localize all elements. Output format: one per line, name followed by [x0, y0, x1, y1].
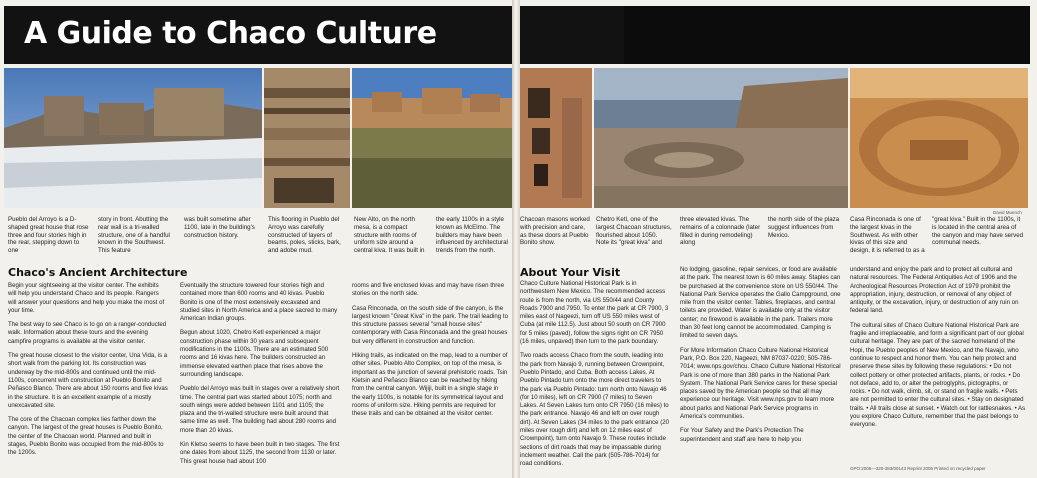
- caption-3: was built sometime after 1100, late in the building's construction history.: [184, 216, 255, 239]
- photo-doorways: [518, 68, 592, 208]
- caption-5: New Alto, on the north mesa, is a compact structure with rooms of uniform size around a central kiva. It was built in: [354, 216, 425, 255]
- paragraph: The great house closest to the visitor center, Una Vida, is a short walk from the parking lot. Its construction was underway by the mid-800s and continued until the mid-1100s, concurrent with construction at Pueblo Bonito and Peñasco Blanco. There are about 150 rooms and five kivas in the structure. It is an excellent example of a mostly unexcavated site.: [8, 352, 168, 409]
- paragraph: No lodging, gasoline, repair services, or food are available at the park. The nearest town is 60 miles away. Staples can be purchased at the convenience store on US 550/44. The National Park Service operates the Gallo Campground, one mile from the visitor center. Tables, fireplaces, and central toilets are provided. Water is available only at the visitor center; no firewood is available in the park. Trailers more than 30 feet long cannot be accommodated. Camping is limited to seven days.: [680, 266, 841, 340]
- banner-right: [624, 6, 1030, 64]
- paragraph: Eventually the structure towered four stories high and contained more than 600 rooms and 40 kivas. Pueblo Bonito is one of the most extensively excavated and studied sites in North America and a place sacred to many American Indian groups.: [180, 282, 338, 323]
- architecture-col-2: [180, 282, 340, 472]
- caption-12: "great kiva." Built in the 1100s, it is located in the central area of the canyon and may have served communal needs.: [932, 216, 1024, 247]
- paragraph: Chaco Culture National Historical Park is in northwestern New Mexico. The recommended access route is from the north, via US 550/44 and County Roads 7900 and 7950. To enter the park at CR 7900, 3 miles east of Nageezi, turn off US 550 miles west of Cuba (at mile 112.5). Just about 50 south on CR 7900 for 5 miles (paved), follow the signs right on CR 7950 (16 miles, unpaved) then turn to the park boundary.: [520, 280, 669, 346]
- caption-9: three elevated kivas. The remains of a colonnade (later filled in during remodeling) along: [680, 216, 761, 247]
- visit-col-3: [850, 266, 1026, 436]
- paragraph: understand and enjoy the park and to protect all cultural and natural resources. The Federal Antiquities Act of 1906 and the Archeological Resources Protection Act of 1979 prohibit the appropriation, injury, destruction, or removal of any object of antiquity, or the excavation, injury, or destruction of any ruin on federal land.: [850, 266, 1019, 315]
- page-fold: [512, 0, 520, 478]
- paragraph: The cultural sites of Chaco Culture National Historical Park are fragile and irreplaceable, and form a significant part of our global cultural heritage. They are part of the sacred homeland of the Hopi, the Pueblo peoples of New Mexico, and the Navajo, who continue to respect and honor them. You can help protect and preserve these sites by following these regulations: • Do not collect pottery or other protected artifacts, plants, or rocks. • Do not deface, add to, or alter the petroglyphs, pictographs, or rocks. • Do not walk, climb, sit, or stand on fragile walls. • Pets are not permitted to enter the cultural sites. • Stay on designated trails. • All trails close at sunset. • Watch out for rattlesnakes. • As you explore Chaco Culture, remember that the past belongs to everyone.: [850, 321, 1026, 429]
- paragraph: For Your Safety and the Park's Protection The superintendent and staff are here to help you: [680, 427, 804, 443]
- architecture-col-3: [352, 282, 508, 424]
- caption-1: Pueblo del Arroyo is a D-shaped great house that rose three and four stories high in the rear, stepping down to one: [8, 216, 89, 255]
- print-footer: GPO:2006—320-383/00143 Reprint 2006 Printed on recycled paper: [850, 466, 986, 471]
- paragraph: Casa Rinconada, on the south side of the canyon, is the largest known "Great Kiva" in the park. The trail leading to this structure passes several "small house sites" contemporary with Casa Rinconada and the great houses but very different in construction and function.: [352, 304, 508, 345]
- caption-10: the north side of the plaza suggest influences from Mexico.: [768, 216, 840, 239]
- visit-col-2: [680, 266, 842, 450]
- photo-credit: David Muench: [993, 210, 1022, 215]
- photo-pueblo-del-arroyo: [4, 68, 262, 208]
- paragraph: Begin your sightseeing at the visitor center. The exhibits will help you understand Chaco and its people. Rangers will answer your questions and help you make the most of your time.: [8, 282, 165, 314]
- page-title: A Guide to Chaco Culture: [24, 16, 437, 51]
- paragraph: Kin Kletso seems to have been built in two stages. The first one dates from about 1125, the second from 1130 or later. This great house had about 100: [180, 441, 340, 465]
- caption-8: Chetro Ketl, one of the largest Chacoan structures, flourished about 1050. Note its "great kiva" and: [596, 216, 672, 247]
- paragraph: The core of the Chacoan complex lies farther down the canyon. The largest of the great houses is Pueblo Bonito, the center of the Chacoan world. Planned and built in stages, Pueblo Bonito was occupied from the mid-800s to the 1200s.: [8, 416, 164, 457]
- visit-col-1: [520, 280, 670, 475]
- section-heading-visit: About Your Visit: [520, 266, 621, 279]
- caption-2: story in front. Abutting the rear wall is a tri-walled structure, one of a handful known in the Southwest. This feature: [98, 216, 170, 255]
- architecture-col-1: [8, 282, 168, 464]
- caption-6: the early 1100s in a style known as McElmo. The builders may have been influenced by architectural trends from the north.: [436, 216, 508, 255]
- photo-chetro-ketl: [594, 68, 848, 208]
- photo-casa-rinconada: [850, 68, 1028, 208]
- photo-new-alto: [352, 68, 514, 208]
- photo-flooring: [264, 68, 350, 208]
- paragraph: Two roads access Chaco from the south, leading into the park from Navajo 9, running between Crownpoint, Pueblo Pintado, and Cuba. Both access Lakes. At Pueblo Pintado turn onto the more direct travelers to the park via Pueblo Pintado: turn north onto Navajo 46 (for 10 miles), left on CR 7900 (7 miles) to Seven Lakes. At Seven Lakes turn onto CR 7950 (16 miles) to the park entrance. Navajo 46 and left on over rough dirt). At Seven Lakes (34 miles to the park entrance (20 miles over rough dirt) and left on 12 miles east of Crownpoint), turn onto Navajo 9. These routes include sections of dirt roads that may be impassable during inclement weather. Call the park (505-786-7014) for road conditions.: [520, 352, 670, 468]
- paragraph: rooms and five enclosed kivas and may have risen three stories on the north side.: [352, 282, 505, 298]
- section-heading-architecture: Chaco's Ancient Architecture: [8, 266, 188, 279]
- caption-11: Casa Rinconada is one of the largest kivas in the Southwest. As with other kivas of this size and design, it is referred to as a: [850, 216, 925, 255]
- caption-4: This flooring in Pueblo del Arroyo was carefully constructed of layers of beams, poles, sticks, bark, and adobe mud.: [268, 216, 341, 255]
- paragraph: Pueblo del Arroyo was built in stages over a relatively short time. The central part was started about 1075; north and south wings were added between 1101 and 1105; the plaza and the tri-walled structure were built around that same time as well. The building had about 280 rooms and more than 20 kivas.: [180, 385, 340, 434]
- paragraph: For More Information Chaco Culture National Historical Park, P.O. Box 220, Nageezi, NM 87037-0220; 505-786-7014; www.nps.gov/chcu. Chaco Culture National Historical Park is one of more than 380 parks in the National Park System. The National Park Service cares for these special places saved by the American people so that all may experience our heritage. Visit www.nps.gov to learn more about parks and National Park Service programs in America's communities.: [680, 346, 841, 421]
- paragraph: The best way to see Chaco is to go on a ranger-conducted walk. Information about these tours and the evening campfire programs is available at the visitor center.: [8, 321, 167, 345]
- paragraph: Hiking trails, as indicated on the map, lead to a number of other sites. Pueblo Alto Complex, on top of the mesa, is important as the junction of several prehistoric roads. Tsin Kletsin and Peñasco Blanco can be reached by hiking from the central canyon. Wijiji, built in a single stage in the early 1100s, is notable for its symmetrical layout and rooms of uniform size. Hiking permits are required for these trails and can be obtained at the visitor center.: [352, 352, 508, 418]
- caption-7: Chacoan masons worked with precision and care, as these doors at Pueblo Bonito show.: [520, 216, 590, 247]
- paragraph: Begun about 1020, Chetro Ketl experienced a major construction phase within 30 years and subsequent modifications in the 1100s. There are an estimated 500 rooms and 16 kivas here. The builders constructed an immense elevated earthen place that rises above the surrounding landscape.: [180, 329, 329, 378]
